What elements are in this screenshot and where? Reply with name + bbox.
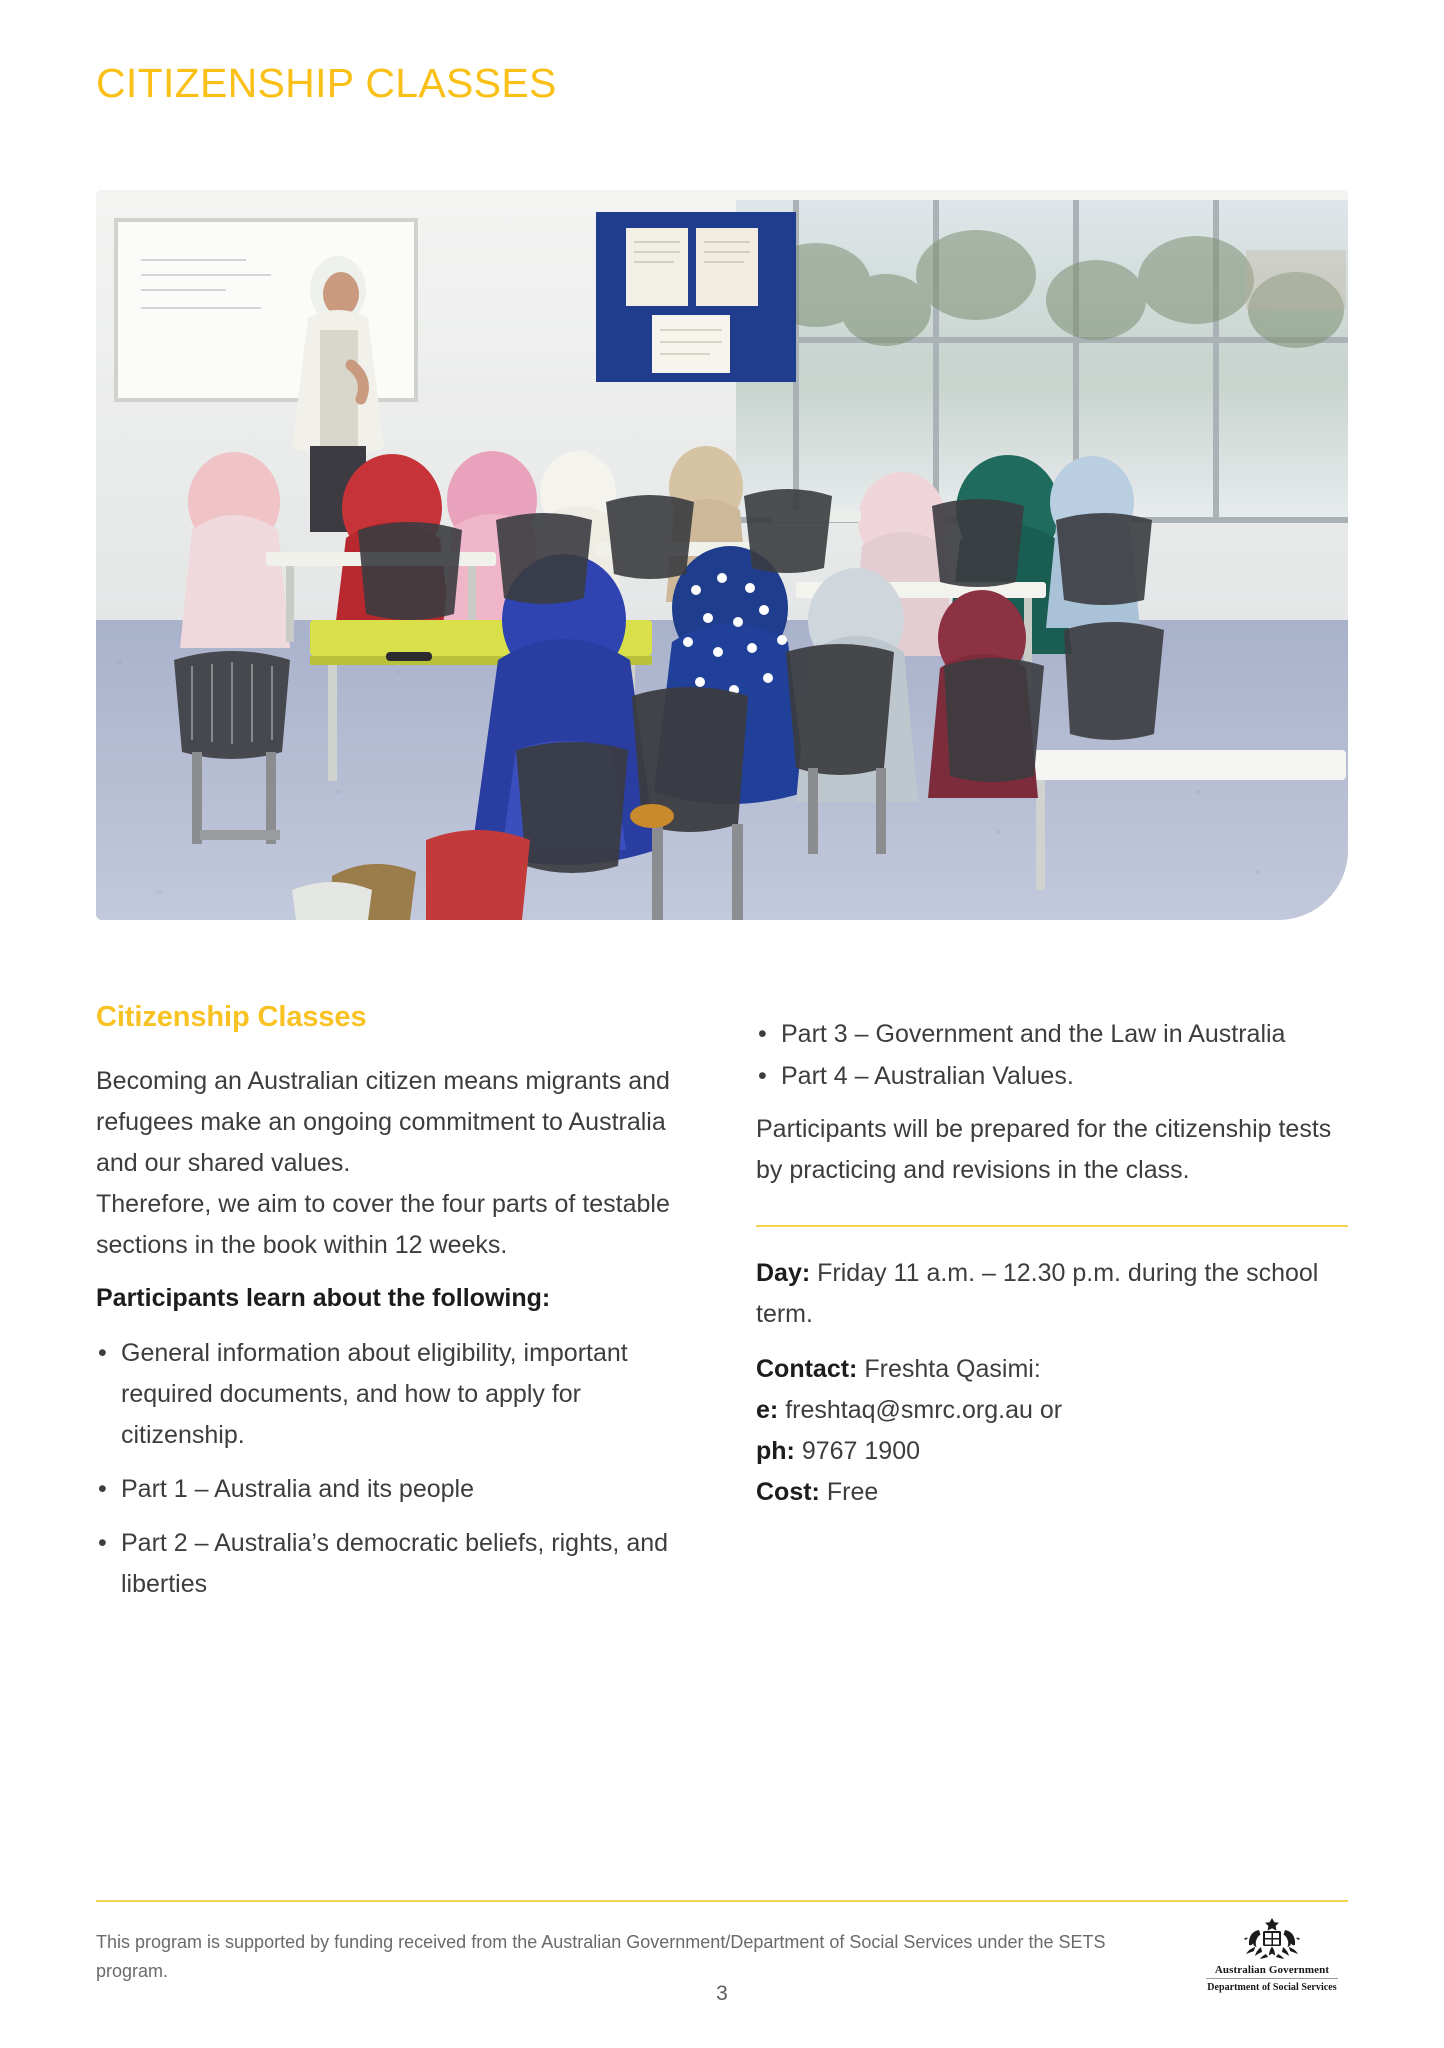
page-title: CITIZENSHIP CLASSES <box>96 60 557 106</box>
right-bullet-list <box>756 1014 1348 1097</box>
detail-label: Day: <box>756 1259 811 1287</box>
hero-classroom-photo <box>96 190 1348 920</box>
page-header <box>96 60 1196 107</box>
detail-label: e: <box>756 1396 779 1424</box>
detail-value-email: freshtaq@smrc.org.au or <box>785 1396 1063 1424</box>
coat-of-arms-icon <box>1235 1916 1309 1962</box>
right-column <box>756 1000 1348 1618</box>
preparation-note: Participants will be prepared for the citizenship tests by practicing and revisions in the class. <box>756 1115 1332 1184</box>
logo-line-department: Department of Social Services <box>1207 1982 1337 1993</box>
funding-statement: This program is supported by funding received from the Australian Government/Department of Social Services under the SETS program. <box>96 1932 1106 1981</box>
content-columns <box>96 1000 1348 1618</box>
detail-value-phone: 9767 1900 <box>801 1437 921 1465</box>
detail-value-cost: Free <box>826 1478 879 1506</box>
detail-label: Cost: <box>756 1478 820 1506</box>
left-column <box>96 1000 688 1618</box>
detail-contact <box>756 1349 1348 1513</box>
intro-paragraph-1: Becoming an Australian citizen means migrants and refugees make an ongoing commitment to Australia and our shared values. <box>96 1066 670 1177</box>
list-item: • Part 1 – Australia and its people <box>96 1469 688 1510</box>
detail-label: ph: <box>756 1437 795 1465</box>
section-heading: Citizenship Classes <box>96 1001 367 1033</box>
left-bullet-list <box>96 1333 688 1605</box>
list-item: • Part 4 – Australian Values. <box>756 1056 1348 1097</box>
detail-label: Contact: <box>756 1355 858 1383</box>
classroom-illustration <box>96 190 1348 920</box>
logo-line-australian-government: Australian Government <box>1206 1964 1338 1979</box>
page-number: 3 <box>716 1982 728 2005</box>
detail-day <box>756 1253 1348 1335</box>
detail-value: Freshta Qasimi: <box>864 1355 1041 1383</box>
list-item: • Part 3 – Government and the Law in Australia <box>756 1014 1348 1055</box>
section-divider <box>756 1225 1348 1227</box>
list-item: • Part 2 – Australia’s democratic beliefs, rights, and liberties <box>96 1523 688 1605</box>
participants-lead: Participants learn about the following: <box>96 1283 551 1312</box>
footer-divider <box>96 1900 1348 1902</box>
list-item: • General information about eligibility, important required documents, and how to apply for citizenship. <box>96 1333 688 1456</box>
class-details <box>756 1253 1348 1513</box>
intro-paragraph-2: Therefore, we aim to cover the four parts of testable sections in the book within 12 weeks. <box>96 1189 670 1259</box>
detail-value: Friday 11 a.m. – 12.30 p.m. during the school term. <box>756 1259 1319 1328</box>
